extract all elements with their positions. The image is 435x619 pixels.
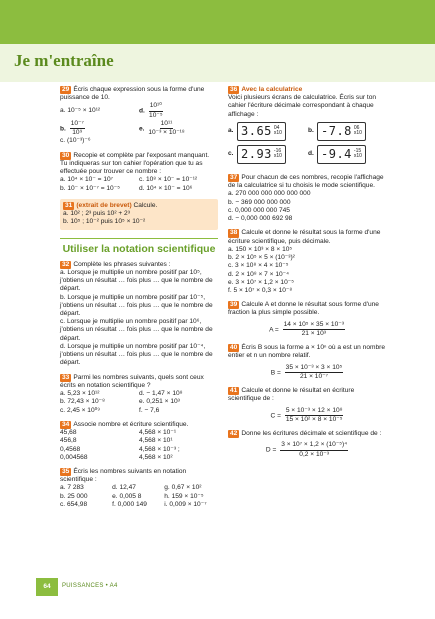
list-item: c. 654,98 <box>60 500 88 508</box>
exercise-text: Calcule A et donne le résultat sous forme d'une fraction la plus simple possible. <box>228 301 379 317</box>
item-f: f. − 7,6 <box>139 406 160 414</box>
list-item: a. 7 283 <box>60 484 84 492</box>
list-item: b. 25 000 <box>60 492 88 500</box>
list-item: i. 0,009 × 10⁻⁷ <box>164 500 207 508</box>
exercise-text: Écris chaque expression sous la forme d'une puissance de 10. <box>60 86 205 102</box>
list-item: g. 0,67 × 10² <box>164 484 202 492</box>
exercise-30 <box>60 152 218 193</box>
exercise-38 <box>228 229 388 295</box>
scientific-item: 4,568 × 10¹ <box>139 437 173 445</box>
exercise-number: 32 <box>62 260 70 268</box>
calculator-screen: d. -9.4 -15 x10 <box>308 145 388 164</box>
exercise-32 <box>60 261 218 368</box>
exercise-number: 35 <box>62 467 70 475</box>
section-title: Utiliser la notation scientifique <box>60 238 218 255</box>
item-c: c. (10⁻³)⁻⁶ <box>60 137 91 145</box>
page-title: Je m'entraîne <box>14 51 114 70</box>
exercise-40 <box>228 344 388 381</box>
exercise-number: 34 <box>62 420 70 428</box>
item-d: d. − 1,47 × 10⁸ <box>139 390 183 398</box>
exercise-text: Donne les écritures décimale et scientifique de : <box>241 430 382 438</box>
exercise-39 <box>228 301 388 338</box>
exercise-number: 31 <box>65 201 73 209</box>
formula: C = $\frac{\text{5 × 10⁻³ × 12 × 10⁸}}{\text{15 × 10² × 8 × 10⁻⁵}}$ <box>270 406 343 423</box>
exercise-number: 29 <box>62 86 70 93</box>
exercise-number: 33 <box>62 373 70 381</box>
item-c: c. 3 × 10⁸ × 4 × 10⁻⁵ <box>228 262 289 270</box>
calculator-tag: Avec la calculatrice <box>241 86 303 93</box>
item-a: a. 150 × 10³ × 8 × 10⁵ <box>228 245 293 253</box>
exercise-35 <box>60 468 218 509</box>
number-item: 0,004568 <box>60 453 88 461</box>
exercise-text: Associe nombre et écriture scientifique. <box>73 420 189 428</box>
calculator-screen: b. -7.8 06 x10 <box>308 122 388 141</box>
exercise-text: Calcule. <box>133 201 158 209</box>
item-d: d. Lorsque je multiplie un nombre positif par 10⁻⁴, j'obtiens un résultat … fois plus … que le nombre de départ. <box>60 342 213 367</box>
formula: A = $\frac{\text{14 × 10⁵ × 35 × 10⁻³}}{\text{21 × 10³}}$ <box>269 320 344 337</box>
item-a: a. 10⁻⁵ × 10¹² <box>60 107 101 115</box>
formula: B = $\frac{\text{35 × 10⁻³ × 3 × 10⁵}}{\text{21 × 10⁻⁷}}$ <box>270 363 343 380</box>
page-number: 64 <box>36 578 58 596</box>
item-b: b. 10⁻ × 10⁻⁷ = 10⁻⁵ <box>60 184 120 192</box>
item-b: b. 72,43 × 10⁻⁸ <box>60 398 105 406</box>
scientific-item: 4,568 × 10⁻³ ; <box>139 445 180 453</box>
item-d: d. − 0,000 000 692 98 <box>228 215 293 223</box>
item-c: c. 0,000 000 000 745 <box>228 206 290 214</box>
item-e: e. $\frac{\text{10¹¹}}{\text{10⁻³ × 10⁻¹⁸}}$ <box>139 119 185 137</box>
item-a: a. 10² ; 2³ puis 10² + 2³ <box>63 210 130 218</box>
item-b: b. Lorsque je multiplie un nombre positif par 10⁻⁵, j'obtiens un résultat … fois plus … que le nombre de départ. <box>60 293 213 317</box>
exercise-31 <box>60 199 218 230</box>
top-banner <box>0 0 435 44</box>
item-d: d. $\frac{\text{10¹⁰}}{\text{10⁻⁵}}$ <box>139 102 163 119</box>
calculator-screen: a. 3.65 04 x10 <box>228 122 308 141</box>
exercise-number: 30 <box>62 151 70 159</box>
number-item: 456,8 <box>60 437 77 445</box>
exercise-41 <box>228 387 388 424</box>
item-c: c. Lorsque je multiplie un nombre positif par 10⁶, j'obtiens un résultat … fois plus … que le nombre de départ. <box>60 318 213 342</box>
exercise-text: Parmi les nombres suivants, quels sont ceux écrits en notation scientifique ? <box>60 373 204 389</box>
brevet-tag: (extrait de brevet) <box>76 201 132 209</box>
list-item: d. 12,47 <box>112 484 136 492</box>
item-c: c. 2,45 × 10⁰⁹ <box>60 406 101 414</box>
exercise-text: Voici plusieurs écrans de calculatrice. Écris sur ton cahier l'écriture décimale correspondant à chaque affichage : <box>228 94 377 118</box>
exercise-number: 36 <box>230 86 238 93</box>
exercise-number: 40 <box>230 344 238 352</box>
footer-text: PUISSANCES • A4 <box>62 583 118 589</box>
left-column <box>60 86 218 515</box>
item-a: a. 5,23 × 10¹² <box>60 390 100 398</box>
item-a: a. 10⁴ × 10⁻ = 10⁷ <box>60 176 114 184</box>
item-a: a. 270 000 000 000 000 000 <box>228 190 311 198</box>
exercise-34 <box>60 421 218 462</box>
exercise-text: Calcule et donne le résultat en écriture scientifique de : <box>228 387 355 403</box>
right-column <box>228 86 388 465</box>
calculator-screen: c. 2.93 -16 x10 <box>228 145 308 164</box>
exercise-29 <box>60 86 218 146</box>
item-c: c. 10⁸ × 10⁻ = 10⁻¹² <box>139 176 198 184</box>
list-item: e. 0,005 8 <box>112 492 142 500</box>
exercise-text: Calcule et donne le résultat sous la forme d'une écriture scientifique, puis décimale. <box>228 229 381 245</box>
list-item: f. 0,000 149 <box>112 500 147 508</box>
exercise-37 <box>228 174 388 223</box>
exercise-number: 41 <box>230 387 238 395</box>
exercise-number: 38 <box>230 229 238 237</box>
exercise-42 <box>228 430 388 459</box>
scientific-item: 4,568 × 10² <box>139 453 173 461</box>
number-item: 0,4568 <box>60 445 81 453</box>
exercise-text: Écris B sous la forme a × 10ⁿ où a est un nombre entier et n un nombre relatif. <box>228 344 386 360</box>
calculator-screens <box>228 122 388 168</box>
exercise-33 <box>60 374 218 415</box>
item-b: b. 2 × 10⁵ × 5 × (10⁻³)² <box>228 254 295 262</box>
item-e: e. 3 × 10⁷ × 1,2 × 10⁻⁵ <box>228 278 294 286</box>
item-d: d. 2 × 10⁸ × 7 × 10⁻⁴ <box>228 270 289 278</box>
exercise-number: 37 <box>230 173 238 181</box>
item-d: d. 10⁴ × 10⁻ = 10⁶ <box>139 184 193 192</box>
scientific-item: 4,568 × 10⁻¹ <box>139 429 177 437</box>
exercise-text: Complète les phrases suivantes : <box>73 260 171 268</box>
exercise-text: Écris les nombres suivants en notation scientifique : <box>60 467 187 484</box>
item-f: f. 5 × 10⁷ × 0,3 × 10⁻⁸ <box>228 286 293 294</box>
exercise-number: 42 <box>230 430 238 438</box>
item-b: b. $\frac{\text{10⁻⁷}}{\text{10⁹}}$ <box>60 119 84 137</box>
exercise-number: 39 <box>230 301 238 309</box>
number-item: 45,68 <box>60 429 77 437</box>
list-item: h. 159 × 10⁻⁵ <box>164 492 204 500</box>
item-b: b. 10⁵ ; 10⁻² puis 10⁵ × 10⁻² <box>63 218 146 226</box>
exercise-36 <box>228 86 388 168</box>
item-b: b. − 369 000 000 000 <box>228 198 291 206</box>
exercise-text: Recopie et complète par l'exposant manquant. Tu indiqueras sur ton cahier l'opération que tu as effectuée pour trouver ce nombre : <box>60 151 210 176</box>
item-a: a. Lorsque je multiplie un nombre positif par 10⁵, j'obtiens un résultat … fois plus … que le nombre de départ. <box>60 268 213 293</box>
formula: D = $\frac{\text{3 × 10⁷ × 1,2 × (10⁻⁵)⁴}}{\text{0,2 × 10⁻³}}$ <box>265 441 348 458</box>
exercise-text: Pour chacun de ces nombres, recopie l'affichage de la calculatrice si tu choisis le mode scientifique. <box>228 173 384 190</box>
item-e: e. 0,251 × 10³ <box>139 398 180 406</box>
